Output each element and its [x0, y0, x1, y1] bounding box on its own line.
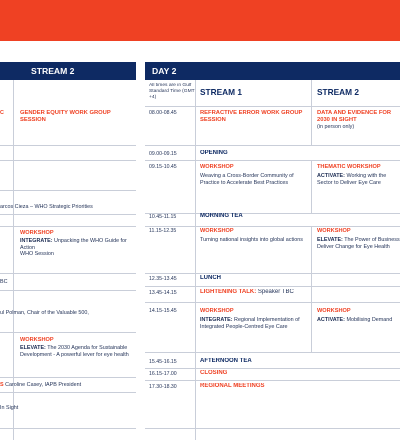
day1-divider — [0, 190, 136, 191]
workshop-elevate-business — [317, 228, 400, 250]
day1-r1-stream1: C — [0, 110, 4, 116]
stream-column-divider — [311, 106, 312, 145]
time-slot: 16.15-17.00 — [149, 371, 177, 377]
day1-divider — [0, 145, 136, 146]
time-slot: 11.15-12.35 — [149, 228, 177, 234]
row-divider — [145, 352, 400, 353]
day1-panel — [0, 62, 136, 411]
day1-divider — [0, 332, 136, 333]
row-divider — [145, 106, 400, 107]
activate-label: ACTIVATE: — [317, 173, 345, 180]
time-slot: 12.35-13.45 — [149, 276, 177, 282]
workshop-text: Regional Implementation of Integrated People-Centred Eye Care — [200, 317, 300, 330]
time-slot: 08.00-08.45 — [149, 110, 177, 116]
timezone-note: All times are in Gulf Standard Time (GMT +4) — [149, 83, 195, 100]
row-divider — [145, 368, 400, 369]
integrate-label: INTEGRATE: — [200, 317, 233, 324]
workshop-activate-demand — [317, 308, 400, 324]
workshop-title: WORKSHOP — [317, 228, 351, 234]
day1-workshop-integrate — [20, 230, 132, 258]
day1-speaker-polman: ul Polman, Chair of the Valuable 500, — [0, 310, 89, 316]
lunch-label: LUNCH — [200, 275, 221, 281]
data-evidence-note: (in person only) — [317, 124, 355, 130]
morning-tea-label: MORNING TEA — [200, 213, 243, 219]
day1-speaker-casey: S Caroline Casey, IAPB President — [0, 382, 82, 388]
time-slot: 13.45-14.15 — [149, 290, 177, 296]
row-divider — [145, 302, 400, 303]
day1-divider — [0, 226, 136, 227]
lightening-talk-label: LIGHTENING TALK: — [200, 289, 257, 295]
day1-workshop2-text: The 2030 Agenda for Sustainable Development - A powerful lever for eye health — [20, 345, 129, 358]
workshop-title: WORKSHOP — [200, 308, 234, 314]
workshop-text: Turning national insights into global actions — [200, 237, 303, 244]
data-evidence-session — [317, 110, 400, 130]
day1-speaker-cieza: arcos Cieza – WHO Strategic Priorities — [0, 204, 93, 210]
workshop-text: The Power of Business Deliver Change for Eye Health — [317, 237, 400, 250]
day1-gender-equity-session: GENDER EQUITY WORK GROUP SESSION — [20, 110, 111, 123]
day1-divider — [0, 273, 136, 274]
day1-stream2-heading: STREAM 2 — [31, 66, 75, 76]
workshop-text: Mobilising Demand — [344, 317, 393, 324]
workshop-title: WORKSHOP — [317, 308, 351, 314]
stream-column-divider — [311, 160, 312, 213]
day1-divider — [0, 290, 136, 291]
thematic-workshop-activate — [317, 164, 400, 186]
time-slot: 15.45-16.15 — [149, 359, 177, 365]
day1-workshop1-text: Unpacking the WHO Guide for Action — [20, 238, 127, 251]
day1-divider — [0, 428, 136, 429]
row-divider — [145, 226, 400, 227]
header-banner — [0, 0, 400, 41]
closing-label: CLOSING — [200, 370, 228, 376]
workshop-text: Weaving a Cross-Border Community of Practice to Accelerate Best Practices — [200, 173, 294, 186]
workshop-cross-border — [200, 164, 308, 186]
workshop-title: WORKSHOP — [200, 164, 234, 170]
regional-meetings-label: REGIONAL MEETINGS — [200, 383, 265, 389]
thematic-workshop-title: THEMATIC WORKSHOP — [317, 164, 381, 170]
row-divider — [145, 428, 400, 429]
day1-divider — [0, 160, 136, 161]
time-slot: 17.30-18.30 — [149, 384, 177, 390]
data-evidence-title: DATA AND EVIDENCE FOR 2030 IN SIGHT — [317, 110, 392, 123]
day2-stream2-heading: STREAM 2 — [317, 87, 359, 97]
lightening-talk — [200, 289, 350, 295]
workshop-integrate-regional — [200, 308, 308, 330]
day1-workshop2-title: WORKSHOP — [20, 337, 54, 343]
refractive-error-session: REFRACTIVE ERROR WORK GROUP SESSION — [200, 110, 303, 123]
day1-in-sight: In Sight — [0, 405, 19, 411]
day1-divider — [0, 392, 136, 393]
stream-column-divider — [311, 302, 312, 352]
afternoon-tea-label: AFTERNOON TEA — [200, 358, 252, 364]
day1-workshop2-elevate-label: ELEVATE: — [20, 345, 46, 352]
day1-bc: BC — [0, 279, 8, 285]
time-column-divider — [195, 80, 196, 440]
time-slot: 10.45-11.15 — [149, 214, 177, 220]
workshop-national-insights — [200, 228, 308, 244]
day1-divider — [0, 377, 136, 378]
day1-workshop1-sub: WHO Session — [20, 251, 54, 258]
thematic-workshop-text: Working with the Sector to Deliver Eye Care — [317, 173, 387, 186]
row-divider — [145, 145, 400, 146]
time-slot: 09.15-10.45 — [149, 164, 177, 170]
activate-label: ACTIVATE: — [317, 317, 345, 324]
day2-label: DAY 2 — [152, 66, 177, 76]
row-divider — [145, 286, 400, 287]
time-slot: 14.15-15.45 — [149, 308, 177, 314]
day1-header — [0, 62, 136, 80]
row-divider — [145, 273, 400, 274]
time-slot: 09.00-09.15 — [149, 151, 177, 157]
day2-stream1-heading: STREAM 1 — [200, 87, 242, 97]
row-divider — [145, 160, 400, 161]
day1-workshop-elevate — [20, 337, 132, 358]
workshop-title: WORKSHOP — [200, 228, 234, 234]
elevate-label: ELEVATE: — [317, 237, 343, 244]
day2-header-overlay — [145, 62, 400, 80]
day1-workshop1-integrate-label: INTEGRATE: — [20, 238, 53, 245]
opening-label: OPENING — [200, 150, 228, 156]
row-divider — [145, 380, 400, 381]
day1-divider — [0, 214, 136, 215]
day1-workshop1-title: WORKSHOP — [20, 230, 54, 236]
lightening-talk-speaker: Speaker TBC — [256, 289, 294, 295]
